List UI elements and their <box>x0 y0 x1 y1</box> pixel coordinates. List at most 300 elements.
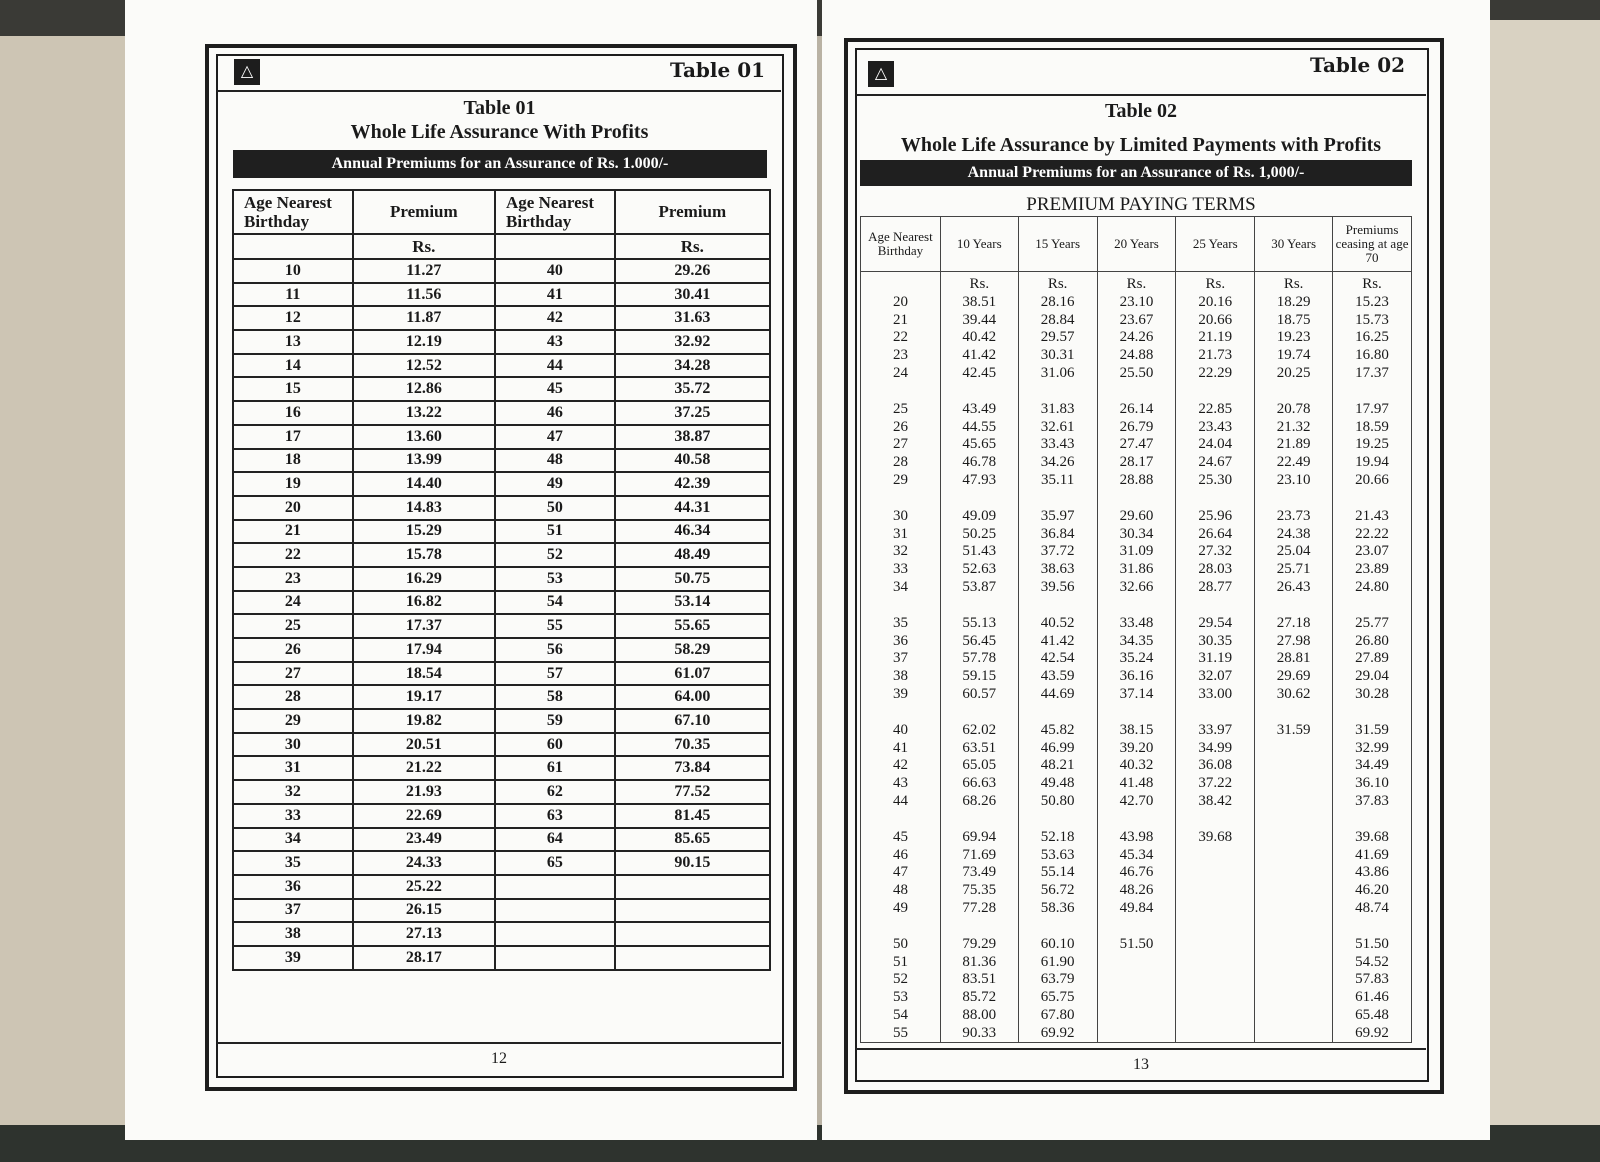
header-age: Age Nearest Birthday <box>861 217 941 272</box>
premium-cell <box>1255 882 1333 900</box>
premium-cell: 43.86 <box>1333 864 1412 882</box>
header-term: Premiums ceasing at age 70 <box>1333 217 1412 272</box>
currency-label: Rs. <box>1333 272 1412 294</box>
premium-cell: 44.55 <box>940 419 1018 437</box>
premium-cell: 11.87 <box>353 306 495 330</box>
age-cell: 25 <box>861 383 941 419</box>
premium-cell: 42.70 <box>1097 793 1176 811</box>
premium-cell: 70.35 <box>615 733 770 757</box>
age-cell: 20 <box>861 294 941 312</box>
premium-cell: 19.82 <box>353 709 495 733</box>
header-term: 25 Years <box>1176 217 1255 272</box>
page-number: 12 <box>491 1050 507 1067</box>
premium-cell: 35.24 <box>1097 650 1176 668</box>
premium-cell: 24.33 <box>353 851 495 875</box>
premium-cell: 60.10 <box>1018 918 1097 954</box>
premium-cell <box>1255 775 1333 793</box>
premium-cell: 13.60 <box>353 425 495 449</box>
premium-cell: 18.75 <box>1255 312 1333 330</box>
table-subtitle: Whole Life Assurance With Profits <box>350 121 649 143</box>
age-cell: 41 <box>495 283 615 307</box>
premium-cell: 58.29 <box>615 638 770 662</box>
age-cell: 50 <box>861 918 941 954</box>
age-cell: 31 <box>233 756 353 780</box>
premium-cell: 38.15 <box>1097 704 1176 740</box>
premium-cell: 36.84 <box>1018 526 1097 544</box>
premium-cell: 23.43 <box>1176 419 1255 437</box>
age-cell: 13 <box>233 330 353 354</box>
premium-cell: 25.77 <box>1333 597 1412 633</box>
currency-label: Rs. <box>1018 272 1097 294</box>
premium-cell: 22.85 <box>1176 383 1255 419</box>
table-row <box>861 864 1412 882</box>
table-row <box>861 436 1412 454</box>
table-row <box>861 329 1412 347</box>
age-cell: 53 <box>861 989 941 1007</box>
premium-cell: 40.42 <box>940 329 1018 347</box>
premium-cell <box>1255 989 1333 1007</box>
age-cell: 36 <box>233 875 353 899</box>
age-cell: 46 <box>861 847 941 865</box>
premium-cell: 49.09 <box>940 490 1018 526</box>
age-cell: 32 <box>861 543 941 561</box>
age-cell: 21 <box>861 312 941 330</box>
table-row <box>233 756 770 780</box>
premium-cell: 31.59 <box>1333 704 1412 740</box>
age-cell <box>495 922 615 946</box>
header-term: 30 Years <box>1255 217 1333 272</box>
table-row <box>233 354 770 378</box>
age-cell: 58 <box>495 685 615 709</box>
age-cell: 59 <box>495 709 615 733</box>
premium-cell: 20.66 <box>1333 472 1412 490</box>
premium-cell <box>1255 1025 1333 1043</box>
table-row <box>861 347 1412 365</box>
premium-cell: 37.83 <box>1333 793 1412 811</box>
currency-label: Rs. <box>615 234 770 259</box>
premium-cell: 23.73 <box>1255 490 1333 526</box>
premium-cell: 65.05 <box>940 757 1018 775</box>
table-row <box>233 709 770 733</box>
premium-cell <box>1255 918 1333 954</box>
premium-cell: 21.19 <box>1176 329 1255 347</box>
premium-cell: 21.43 <box>1333 490 1412 526</box>
premium-cell: 41.48 <box>1097 775 1176 793</box>
table-row <box>861 1007 1412 1025</box>
age-cell: 11 <box>233 283 353 307</box>
premium-cell: 32.66 <box>1097 579 1176 597</box>
premium-cell: 27.18 <box>1255 597 1333 633</box>
premium-cell: 29.57 <box>1018 329 1097 347</box>
premium-cell: 28.77 <box>1176 579 1255 597</box>
age-cell <box>495 899 615 923</box>
premium-cell: 13.22 <box>353 401 495 425</box>
premium-cell: 30.31 <box>1018 347 1097 365</box>
premium-cell: 15.73 <box>1333 312 1412 330</box>
premium-cell: 23.49 <box>353 828 495 852</box>
premium-cell: 11.27 <box>353 259 495 283</box>
premium-cell: 18.54 <box>353 662 495 686</box>
premium-cell: 40.52 <box>1018 597 1097 633</box>
age-cell: 35 <box>861 597 941 633</box>
premium-cell: 38.42 <box>1176 793 1255 811</box>
age-cell: 63 <box>495 804 615 828</box>
age-cell: 24 <box>233 591 353 615</box>
premium-cell: 48.49 <box>615 543 770 567</box>
age-cell: 65 <box>495 851 615 875</box>
table-title: Table 01 <box>463 97 536 119</box>
table-row <box>861 294 1412 312</box>
premium-cell: 24.88 <box>1097 347 1176 365</box>
age-cell: 42 <box>861 757 941 775</box>
premium-cell: 21.73 <box>1176 347 1255 365</box>
table-row <box>861 775 1412 793</box>
table-row <box>861 365 1412 383</box>
premium-cell: 28.81 <box>1255 650 1333 668</box>
premium-band: Annual Premiums for an Assurance of Rs. 1,000/- <box>860 160 1412 186</box>
premium-cell: 15.23 <box>1333 294 1412 312</box>
table-row <box>861 526 1412 544</box>
premium-cell: 63.79 <box>1018 971 1097 989</box>
age-cell: 60 <box>495 733 615 757</box>
table-row <box>233 496 770 520</box>
premium-cell: 43.98 <box>1097 811 1176 847</box>
premium-cell: 41.42 <box>1018 633 1097 651</box>
premium-cell: 33.97 <box>1176 704 1255 740</box>
premium-cell: 31.83 <box>1018 383 1097 419</box>
age-cell: 26 <box>861 419 941 437</box>
premium-cell: 14.83 <box>353 496 495 520</box>
premium-cell: 21.32 <box>1255 419 1333 437</box>
premium-cell: 55.13 <box>940 597 1018 633</box>
premium-cell: 66.63 <box>940 775 1018 793</box>
age-cell: 52 <box>861 971 941 989</box>
premium-cell <box>1176 954 1255 972</box>
premium-cell: 32.07 <box>1176 668 1255 686</box>
premium-cell: 23.89 <box>1333 561 1412 579</box>
table-row <box>861 419 1412 437</box>
header-age-1: Age Nearest Birthday <box>233 190 353 234</box>
premium-cell: 31.63 <box>615 306 770 330</box>
premium-cell: 32.61 <box>1018 419 1097 437</box>
premium-cell: 39.68 <box>1333 811 1412 847</box>
age-cell: 28 <box>861 454 941 472</box>
age-cell: 33 <box>861 561 941 579</box>
premium-cell: 67.10 <box>615 709 770 733</box>
premium-cell: 29.26 <box>615 259 770 283</box>
table-row <box>233 733 770 757</box>
premium-cell <box>1176 847 1255 865</box>
blank-cell <box>861 272 941 294</box>
age-cell: 26 <box>233 638 353 662</box>
table-row <box>861 454 1412 472</box>
age-cell: 43 <box>495 330 615 354</box>
age-cell <box>495 875 615 899</box>
right-page <box>822 0 1490 1140</box>
premium-cell: 49.48 <box>1018 775 1097 793</box>
premium-cell: 40.58 <box>615 449 770 473</box>
premium-cell: 83.51 <box>940 971 1018 989</box>
premium-cell: 36.16 <box>1097 668 1176 686</box>
table-row <box>233 377 770 401</box>
currency-label: Rs. <box>1176 272 1255 294</box>
age-cell: 38 <box>233 922 353 946</box>
page-number: 13 <box>1133 1056 1149 1073</box>
table-row <box>233 472 770 496</box>
age-cell: 39 <box>861 686 941 704</box>
premium-cell: 20.51 <box>353 733 495 757</box>
premium-cell: 25.22 <box>353 875 495 899</box>
premium-cell: 45.65 <box>940 436 1018 454</box>
premium-cell <box>1097 1007 1176 1025</box>
premium-cell <box>1255 971 1333 989</box>
premium-cell: 37.14 <box>1097 686 1176 704</box>
premium-cell: 17.94 <box>353 638 495 662</box>
premium-cell <box>1176 882 1255 900</box>
age-cell: 49 <box>861 900 941 918</box>
premium-cell: 58.36 <box>1018 900 1097 918</box>
table-row <box>861 971 1412 989</box>
premium-cell: 51.50 <box>1097 918 1176 954</box>
premium-cell <box>615 899 770 923</box>
premium-cell: 85.65 <box>615 828 770 852</box>
age-cell: 28 <box>233 685 353 709</box>
premium-cell: 12.19 <box>353 330 495 354</box>
premium-cell: 24.26 <box>1097 329 1176 347</box>
premium-cell: 19.94 <box>1333 454 1412 472</box>
age-cell: 47 <box>495 425 615 449</box>
age-cell: 22 <box>861 329 941 347</box>
premium-cell: 19.25 <box>1333 436 1412 454</box>
premium-cell: 69.92 <box>1018 1025 1097 1043</box>
premium-cell: 24.80 <box>1333 579 1412 597</box>
age-cell: 55 <box>861 1025 941 1043</box>
premium-cell: 40.32 <box>1097 757 1176 775</box>
premium-cell: 33.00 <box>1176 686 1255 704</box>
premium-cell: 35.97 <box>1018 490 1097 526</box>
premium-cell: 88.00 <box>940 1007 1018 1025</box>
premium-cell <box>1097 989 1176 1007</box>
premium-cell: 28.16 <box>1018 294 1097 312</box>
premium-cell: 61.90 <box>1018 954 1097 972</box>
age-cell: 40 <box>495 259 615 283</box>
premium-cell: 46.99 <box>1018 740 1097 758</box>
age-cell: 48 <box>495 449 615 473</box>
premium-cell: 45.34 <box>1097 847 1176 865</box>
age-cell: 34 <box>861 579 941 597</box>
age-cell: 30 <box>861 490 941 526</box>
premium-cell <box>1255 793 1333 811</box>
premium-cell: 53.87 <box>940 579 1018 597</box>
header-blank <box>495 234 615 259</box>
premium-cell: 24.04 <box>1176 436 1255 454</box>
header-divider <box>217 90 781 92</box>
premium-cell: 28.88 <box>1097 472 1176 490</box>
premium-cell <box>1097 971 1176 989</box>
table-row <box>233 401 770 425</box>
table-row <box>233 780 770 804</box>
premium-cell: 34.28 <box>615 354 770 378</box>
table-row <box>861 793 1412 811</box>
premium-cell: 39.56 <box>1018 579 1097 597</box>
premium-cell: 30.41 <box>615 283 770 307</box>
premium-cell: 14.40 <box>353 472 495 496</box>
age-cell: 17 <box>233 425 353 449</box>
premium-cell: 90.15 <box>615 851 770 875</box>
table-row <box>861 740 1412 758</box>
premium-cell: 21.22 <box>353 756 495 780</box>
table-row <box>861 918 1412 954</box>
premium-cell <box>1255 757 1333 775</box>
premium-cell: 38.63 <box>1018 561 1097 579</box>
premium-cell <box>1255 864 1333 882</box>
premium-cell: 28.03 <box>1176 561 1255 579</box>
premium-cell: 21.89 <box>1255 436 1333 454</box>
premium-cell: 69.92 <box>1333 1025 1412 1043</box>
premium-cell: 18.29 <box>1255 294 1333 312</box>
premium-cell: 24.38 <box>1255 526 1333 544</box>
table-row <box>861 312 1412 330</box>
premium-cell <box>1176 971 1255 989</box>
currency-label: Rs. <box>1097 272 1176 294</box>
premium-cell: 42.45 <box>940 365 1018 383</box>
premium-cell: 28.17 <box>353 946 495 970</box>
table-row <box>233 425 770 449</box>
premium-table <box>232 189 771 971</box>
age-cell: 35 <box>233 851 353 875</box>
premium-cell: 37.25 <box>615 401 770 425</box>
premium-cell: 17.97 <box>1333 383 1412 419</box>
premium-cell: 22.22 <box>1333 526 1412 544</box>
premium-cell: 41.69 <box>1333 847 1412 865</box>
premium-cell: 20.78 <box>1255 383 1333 419</box>
terms-heading: PREMIUM PAYING TERMS <box>1026 194 1256 215</box>
premium-cell: 23.10 <box>1255 472 1333 490</box>
footer-divider <box>856 1048 1426 1050</box>
premium-cell: 18.59 <box>1333 419 1412 437</box>
premium-cell: 57.78 <box>940 650 1018 668</box>
premium-cell: 55.14 <box>1018 864 1097 882</box>
premium-cell: 17.37 <box>1333 365 1412 383</box>
premium-cell: 50.25 <box>940 526 1018 544</box>
age-cell: 29 <box>861 472 941 490</box>
premium-cell <box>1255 740 1333 758</box>
premium-cell: 64.00 <box>615 685 770 709</box>
age-cell: 40 <box>861 704 941 740</box>
premium-cell: 26.14 <box>1097 383 1176 419</box>
premium-cell: 30.62 <box>1255 686 1333 704</box>
premium-cell: 62.02 <box>940 704 1018 740</box>
age-cell: 41 <box>861 740 941 758</box>
table-row <box>861 1025 1412 1043</box>
premium-cell: 27.98 <box>1255 633 1333 651</box>
premium-cell: 26.80 <box>1333 633 1412 651</box>
age-cell: 43 <box>861 775 941 793</box>
premium-cell: 34.99 <box>1176 740 1255 758</box>
table-row <box>861 383 1412 419</box>
premium-cell: 35.11 <box>1018 472 1097 490</box>
table-row <box>861 900 1412 918</box>
table-tag: Table 01 <box>670 58 766 82</box>
table-row <box>861 686 1412 704</box>
premium-cell: 57.83 <box>1333 971 1412 989</box>
footer-divider <box>217 1042 781 1044</box>
age-cell: 42 <box>495 306 615 330</box>
currency-label: Rs. <box>353 234 495 259</box>
premium-cell: 56.72 <box>1018 882 1097 900</box>
premium-cell: 34.35 <box>1097 633 1176 651</box>
age-cell: 64 <box>495 828 615 852</box>
table-row <box>233 614 770 638</box>
table-row <box>861 579 1412 597</box>
premium-cell: 81.45 <box>615 804 770 828</box>
premium-cell: 48.26 <box>1097 882 1176 900</box>
premium-cell <box>1255 954 1333 972</box>
premium-cell: 12.52 <box>353 354 495 378</box>
premium-cell: 48.74 <box>1333 900 1412 918</box>
premium-cell: 37.72 <box>1018 543 1097 561</box>
age-cell: 19 <box>233 472 353 496</box>
premium-cell: 60.57 <box>940 686 1018 704</box>
premium-cell: 20.25 <box>1255 365 1333 383</box>
age-cell: 25 <box>233 614 353 638</box>
premium-cell: 20.16 <box>1176 294 1255 312</box>
premium-cell: 24.67 <box>1176 454 1255 472</box>
header-premium-2: Premium <box>615 190 770 234</box>
table-row <box>233 685 770 709</box>
premium-cell: 30.34 <box>1097 526 1176 544</box>
premium-cell: 15.78 <box>353 543 495 567</box>
age-cell: 44 <box>495 354 615 378</box>
premium-cell: 55.65 <box>615 614 770 638</box>
premium-cell: 54.52 <box>1333 954 1412 972</box>
premium-cell: 44.69 <box>1018 686 1097 704</box>
age-cell: 27 <box>861 436 941 454</box>
age-cell: 32 <box>233 780 353 804</box>
premium-band: Annual Premiums for an Assurance of Rs. 1.000/- <box>233 150 767 178</box>
premium-cell: 26.43 <box>1255 579 1333 597</box>
premium-cell: 38.87 <box>615 425 770 449</box>
premium-cell: 20.66 <box>1176 312 1255 330</box>
table-row <box>861 597 1412 633</box>
table-row <box>861 543 1412 561</box>
age-cell: 51 <box>495 520 615 544</box>
age-cell: 22 <box>233 543 353 567</box>
premium-cell: 45.82 <box>1018 704 1097 740</box>
premium-cell: 25.71 <box>1255 561 1333 579</box>
age-cell: 30 <box>233 733 353 757</box>
age-cell: 38 <box>861 668 941 686</box>
age-cell: 61 <box>495 756 615 780</box>
premium-cell: 73.84 <box>615 756 770 780</box>
age-cell: 36 <box>861 633 941 651</box>
premium-cell: 41.42 <box>940 347 1018 365</box>
premium-cell: 12.86 <box>353 377 495 401</box>
age-cell: 49 <box>495 472 615 496</box>
premium-cell: 16.80 <box>1333 347 1412 365</box>
premium-cell: 34.26 <box>1018 454 1097 472</box>
premium-cell <box>1255 847 1333 865</box>
age-cell: 52 <box>495 543 615 567</box>
premium-cell: 73.49 <box>940 864 1018 882</box>
premium-cell: 27.89 <box>1333 650 1412 668</box>
premium-cell: 71.69 <box>940 847 1018 865</box>
premium-cell: 33.48 <box>1097 597 1176 633</box>
premium-cell: 21.93 <box>353 780 495 804</box>
premium-cell: 35.72 <box>615 377 770 401</box>
premium-cell: 61.07 <box>615 662 770 686</box>
premium-cell: 65.75 <box>1018 989 1097 1007</box>
